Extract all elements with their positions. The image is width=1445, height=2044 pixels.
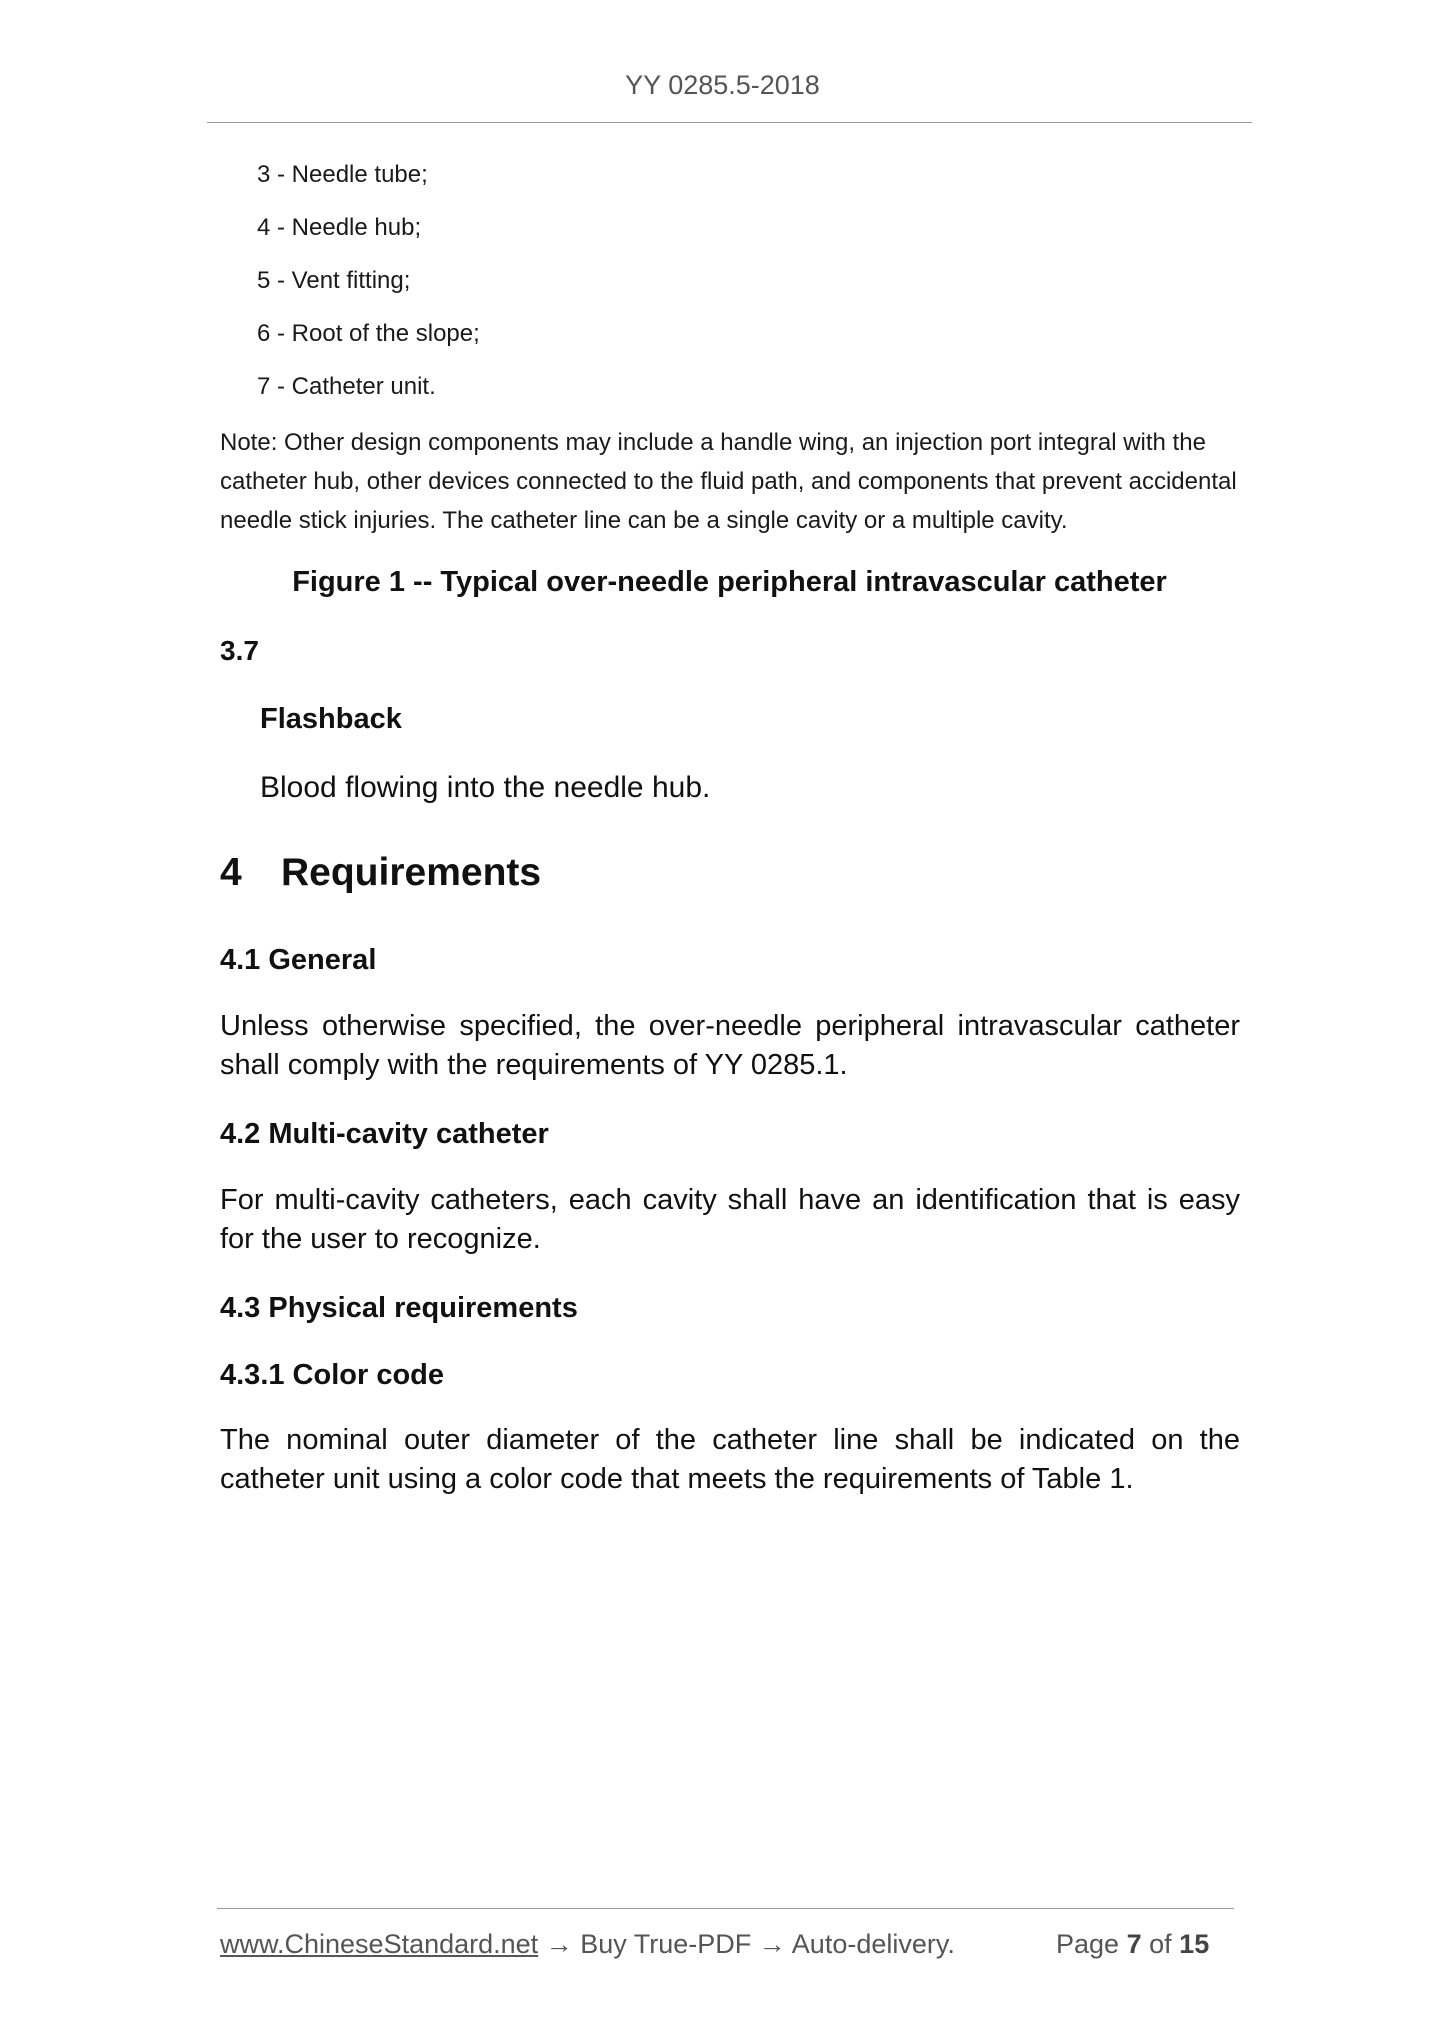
of-label: of	[1149, 1929, 1172, 1959]
note-line: needle stick injuries. The catheter line can be a single cavity or a multiple cavity.	[220, 507, 1068, 534]
paragraph	[220, 1007, 1240, 1085]
footer-divider	[217, 1908, 1234, 1909]
section-number: 4	[220, 851, 242, 894]
figure-legend-item: 6 - Root of the slope;	[257, 320, 480, 347]
clause-number: 3.7	[220, 635, 259, 666]
figure-legend-item: 3 - Needle tube;	[257, 161, 428, 188]
arrow-icon: →	[545, 1929, 573, 1959]
page-indicator	[1056, 1929, 1209, 1960]
figure-note	[220, 423, 1240, 540]
website-link[interactable]: www.ChineseStandard.net	[220, 1929, 539, 1959]
arrow-icon: →	[758, 1929, 786, 1959]
running-header: YY 0285.5-2018	[625, 70, 820, 100]
subsection-heading: 4.3 Physical requirements	[220, 1292, 578, 1324]
page-label: Page	[1056, 1929, 1120, 1959]
delivery-text: Auto-delivery.	[791, 1929, 955, 1959]
header-divider	[207, 122, 1252, 123]
subsection-heading: 4.1 General	[220, 944, 377, 976]
buy-text: Buy True-PDF	[580, 1929, 752, 1959]
section-title: Requirements	[281, 851, 542, 894]
paragraph-text: The nominal outer diameter of the catheter line shall be indicated on the catheter unit using a color code that meets the requirements of Table 1.	[220, 1424, 1240, 1495]
figure-legend-item: 7 - Catheter unit.	[257, 373, 436, 400]
paragraph-text: For multi-cavity catheters, each cavity shall have an identification that is easy for the user to recognize.	[220, 1184, 1240, 1255]
figure-legend-item: 5 - Vent fitting;	[257, 267, 411, 294]
paragraph-text: Unless otherwise specified, the over-needle peripheral intravascular catheter shall comply with the requirements of YY 0285.1.	[220, 1010, 1240, 1081]
term-heading: Flashback	[260, 703, 402, 735]
page-current: 7	[1126, 1929, 1142, 1959]
subsection-heading: 4.3.1 Color code	[220, 1359, 445, 1391]
term-definition: Blood flowing into the needle hub.	[260, 771, 711, 804]
footer-links	[220, 1929, 955, 1960]
paragraph	[220, 1421, 1240, 1499]
subsection-heading: 4.2 Multi-cavity catheter	[220, 1118, 549, 1150]
page-total: 15	[1179, 1929, 1210, 1959]
note-line: Note: Other design components may include a handle wing, an injection port integral with the	[220, 429, 1206, 456]
figure-legend-item: 4 - Needle hub;	[257, 214, 422, 241]
figure-caption: Figure 1 -- Typical over-needle peripheral intravascular catheter	[292, 566, 1167, 598]
paragraph	[220, 1181, 1240, 1259]
section-heading	[220, 851, 541, 895]
note-line: catheter hub, other devices connected to the fluid path, and components that prevent accidental	[220, 468, 1237, 495]
